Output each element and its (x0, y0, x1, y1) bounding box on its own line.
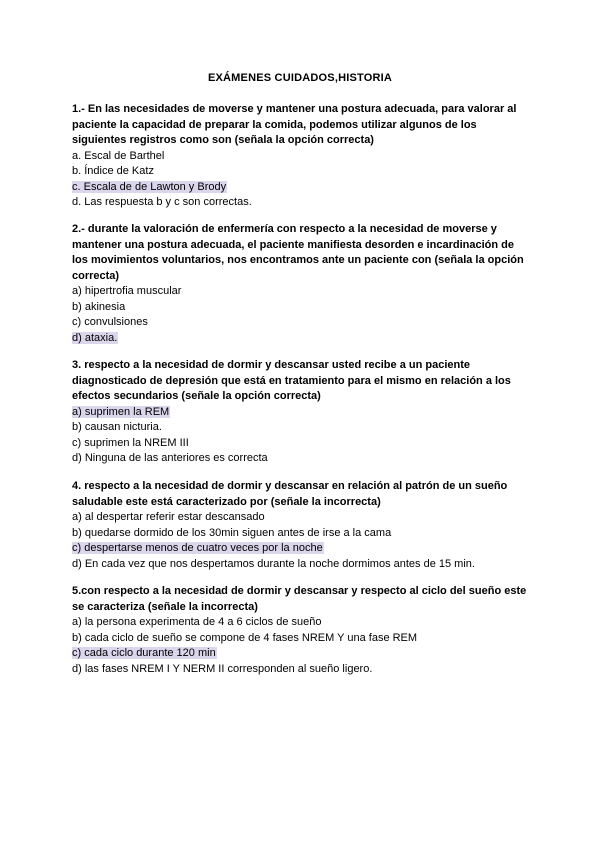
option-a: a) la persona experimenta de 4 a 6 ciclos de sueño (72, 616, 322, 628)
option-c: c) suprimen la NREM III (72, 436, 189, 449)
option-d: d) Ninguna de las anteriores es correcta (72, 452, 268, 464)
option-c: c) convulsiones (72, 316, 148, 328)
question-text: 1.- En las necesidades de moverse y mantener una postura adecuada, para valorar al paciente la capacidad de preparar la comida, podemos utilizar algunos de los siguientes registros como son (señala la opción correcta) (72, 103, 517, 146)
option-a: a) hipertrofia muscular (72, 285, 182, 297)
option-d-highlighted: d) ataxia. (72, 331, 118, 344)
question-1 (72, 102, 532, 211)
question-4 (72, 479, 532, 572)
question-5 (72, 584, 532, 677)
question-2 (72, 222, 532, 346)
option-c-highlighted: c) cada ciclo durante 120 min (72, 647, 216, 659)
option-c-highlighted: c. Escala de de Lawton y Brody (72, 180, 227, 193)
option-d: d. Las respuesta b y c son correctas. (72, 196, 252, 208)
option-a-highlighted: a) suprimen la REM (72, 405, 170, 418)
option-a: a) al despertar referir estar descansado (72, 511, 265, 523)
question-text: 5.con respecto a la necesidad de dormir y descansar y respecto al ciclo del sueño este se caracteriza (señale la incorrecta) (72, 585, 527, 613)
option-b: b. Índice de Katz (72, 165, 154, 177)
option-d: d) En cada vez que nos despertamos durante la noche dormimos antes de 15 min. (72, 557, 475, 570)
option-b: b) cada ciclo de sueño se compone de 4 fases NREM Y una fase REM (72, 631, 418, 644)
document-title: EXÁMENES CUIDADOS,HISTORIA (207, 72, 393, 84)
question-text: 2.- durante la valoración de enfermería con respecto a la necesidad de moverse y mantener una postura adecuada, el paciente manifiesta desorden e incardinación de los movimientos voluntarios, nos encontramos ante un paciente con (señala la opción correcta) (72, 223, 524, 282)
option-a: a. Escal de Barthel (72, 149, 165, 162)
option-b: b) causan nicturia. (72, 421, 162, 433)
option-c-highlighted: c) despertarse menos de cuatro veces por la noche (72, 542, 323, 554)
question-3 (72, 358, 532, 467)
option-d: d) las fases NREM I Y NERM II corresponden al sueño ligero. (72, 662, 373, 675)
option-b: b) quedarse dormido de los 30min siguen antes de irse a la cama (72, 526, 392, 539)
question-text: 4. respecto a la necesidad de dormir y descansar en relación al patrón de un sueño saludable este está caracterizado por (señale la incorrecta) (72, 480, 508, 508)
question-text: 3. respecto a la necesidad de dormir y descansar usted recibe a un paciente diagnosticado de depresión que está en tratamiento para el mismo en relación a los efectos secundarios (señale la opción correcta) (72, 359, 511, 402)
option-b: b) akinesia (72, 300, 126, 313)
